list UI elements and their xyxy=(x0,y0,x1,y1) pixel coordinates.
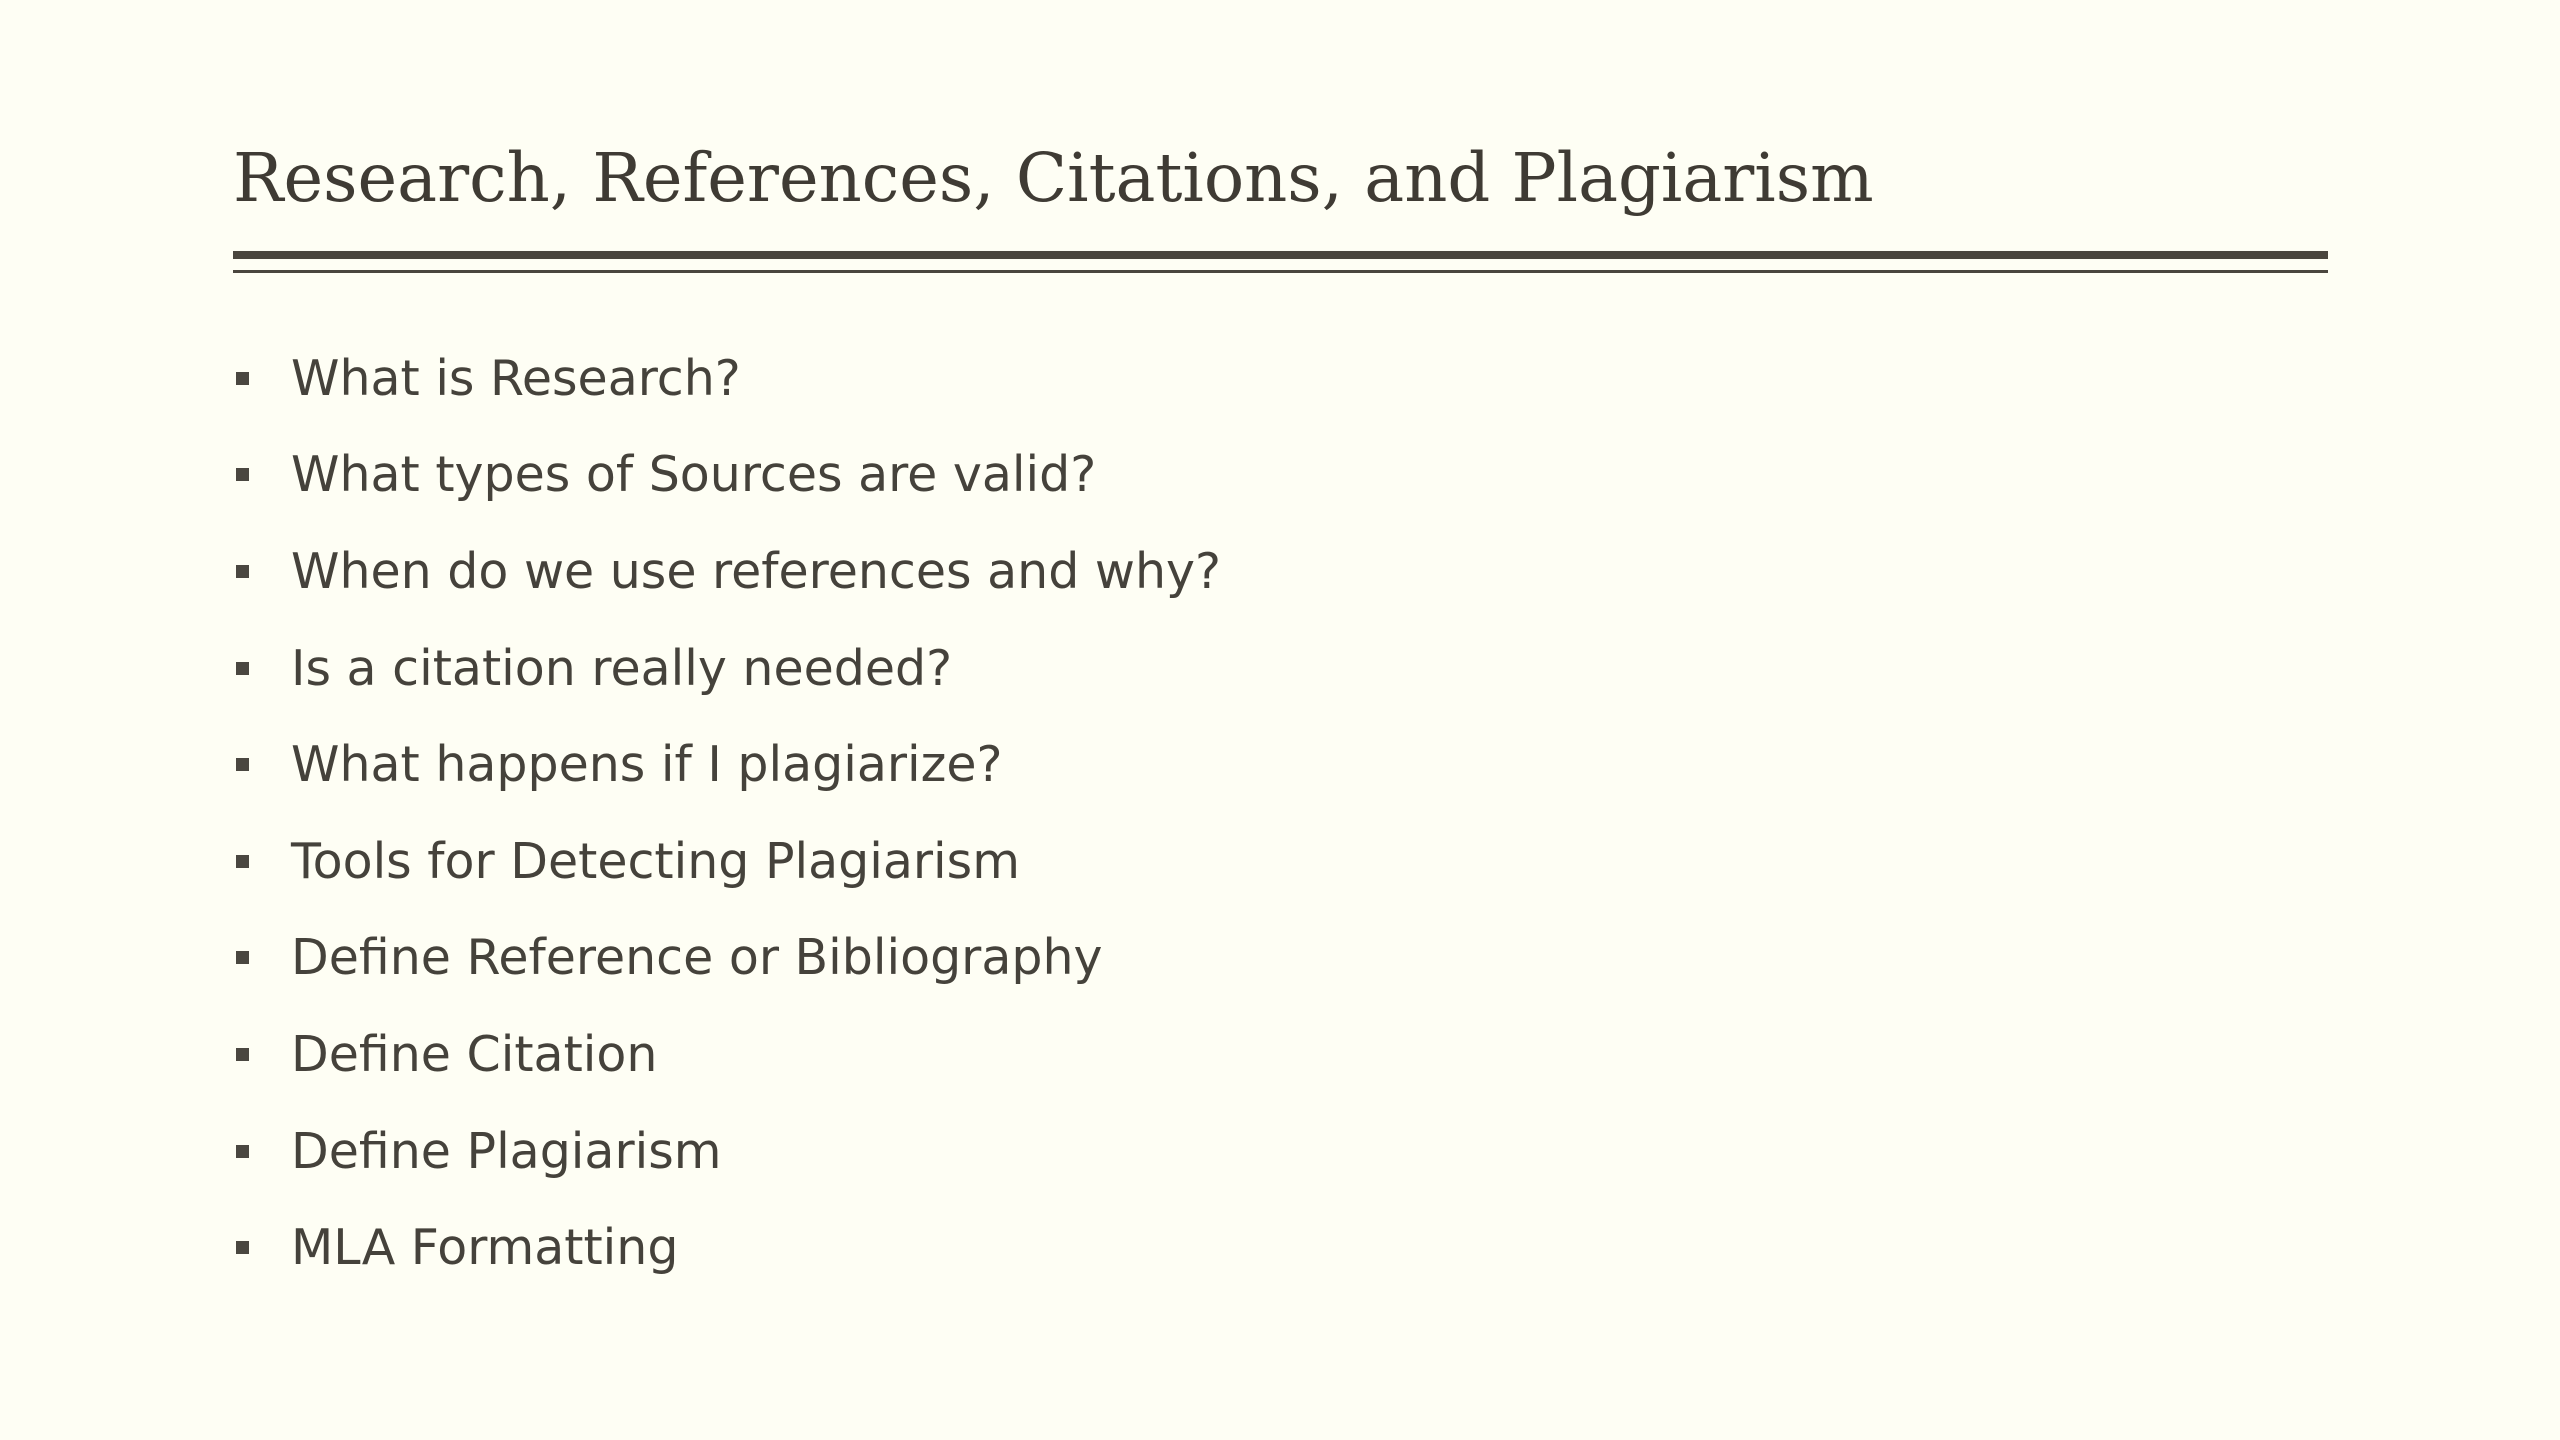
square-bullet-icon xyxy=(236,468,249,481)
bullet-item xyxy=(233,620,1221,717)
square-bullet-icon xyxy=(236,1241,249,1254)
square-bullet-icon xyxy=(236,1048,249,1061)
bullet-list xyxy=(233,330,1221,1296)
bullet-text: What types of Sources are valid? xyxy=(291,446,1097,504)
bullet-text: When do we use references and why? xyxy=(291,542,1222,600)
square-bullet-icon xyxy=(236,855,249,868)
bullet-text: Is a citation really needed? xyxy=(291,639,953,697)
square-bullet-icon xyxy=(236,372,249,385)
bullet-item xyxy=(233,1103,1221,1200)
bullet-item xyxy=(233,813,1221,910)
bullet-item xyxy=(233,523,1221,620)
bullet-item xyxy=(233,330,1221,427)
square-bullet-icon xyxy=(236,662,249,675)
bullet-text: Define Citation xyxy=(291,1025,658,1083)
bullet-text: Tools for Detecting Plagiarism xyxy=(291,832,1020,890)
square-bullet-icon xyxy=(236,1145,249,1158)
bullet-item xyxy=(233,1006,1221,1103)
square-bullet-icon xyxy=(236,951,249,964)
bullet-item xyxy=(233,910,1221,1007)
title-rule-thin xyxy=(233,270,2328,273)
bullet-text: Define Reference or Bibliography xyxy=(291,929,1103,987)
bullet-item xyxy=(233,716,1221,813)
title-rule-thick xyxy=(233,251,2328,259)
bullet-item xyxy=(233,427,1221,524)
bullet-text: What is Research? xyxy=(291,349,741,407)
slide-title: Research, References, Citations, and Plagiarism xyxy=(233,139,1874,217)
bullet-text: MLA Formatting xyxy=(291,1219,679,1277)
square-bullet-icon xyxy=(236,565,249,578)
bullet-text: What happens if I plagiarize? xyxy=(291,736,1003,794)
bullet-item xyxy=(233,1199,1221,1296)
bullet-text: Define Plagiarism xyxy=(291,1122,722,1180)
square-bullet-icon xyxy=(236,758,249,771)
